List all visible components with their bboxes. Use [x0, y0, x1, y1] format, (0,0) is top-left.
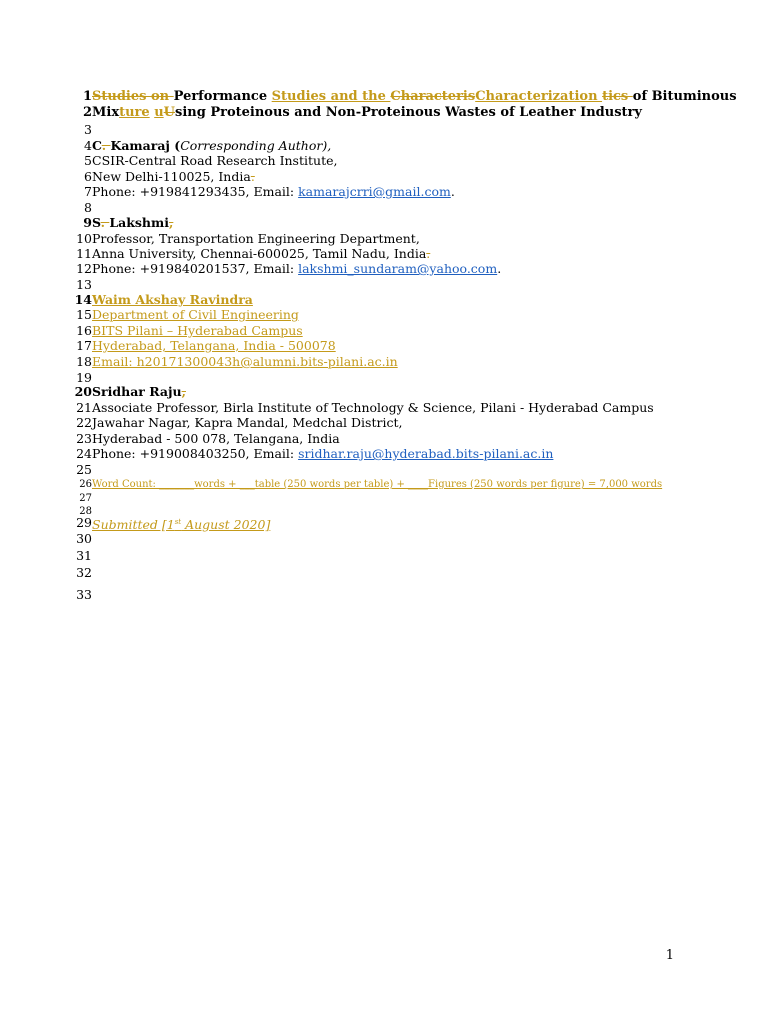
- line-number: 28: [79, 506, 92, 517]
- author-name: Kamaraj (: [110, 138, 181, 153]
- contact-text: Phone: +919008403250, Email:: [92, 446, 299, 461]
- page-number: 1: [665, 948, 674, 963]
- line-number: 27: [79, 493, 92, 504]
- title-text: Mix: [92, 105, 120, 120]
- inserted-text: Hyderabad, Telangana, India - 500078: [92, 338, 336, 353]
- contact-text: Phone: +919841293435, Email:: [92, 184, 299, 199]
- inserted-text: Characterization: [475, 89, 603, 104]
- line-number: 1: [82, 89, 92, 104]
- email-link[interactable]: lakshmi_sundaram@yahoo.com: [298, 261, 498, 276]
- contact-text: .: [450, 184, 455, 199]
- line-number: 11: [76, 246, 92, 261]
- line-number: 13: [76, 277, 92, 292]
- line-number: 29: [76, 515, 92, 530]
- line-number: 18: [76, 354, 92, 369]
- affiliation-text: Associate Professor, Birla Institute of Technology & Science, Pilani - Hyderabad Campus: [92, 400, 654, 415]
- inserted-text: Studies and the: [271, 89, 391, 104]
- address-text: Hyderabad - 500 078, Telangana, India: [92, 431, 340, 446]
- line-number: 23: [76, 431, 92, 446]
- title-text: Performance: [173, 89, 272, 104]
- line-number: 24: [76, 446, 92, 461]
- deleted-text: ,: [168, 215, 174, 230]
- author-name: Sridhar Raju: [92, 384, 182, 399]
- line-number: 17: [76, 338, 92, 353]
- line-number: 6: [84, 169, 92, 184]
- line-number: 25: [76, 462, 92, 477]
- inserted-text: Word Count: _______words + ___table (250 words per table) + ____Figures (250 words per figure) = 7,000 words: [92, 479, 663, 490]
- author-name: S: [92, 215, 101, 230]
- author-name: Lakshmi: [109, 215, 169, 230]
- author-name: C: [92, 138, 102, 153]
- line-number: 33: [76, 587, 92, 602]
- title-text: of Bituminous: [632, 89, 737, 104]
- line-number: 22: [76, 415, 92, 430]
- line-number: 7: [84, 184, 92, 199]
- affiliation-text: Professor, Transportation Engineering Department,: [92, 231, 420, 246]
- line-number: 12: [76, 261, 92, 276]
- deleted-text: .: [426, 246, 431, 261]
- line-number: 8: [84, 200, 92, 215]
- inserted-text: Email: h20171300043h@alumni.bits-pilani.ac.in: [92, 354, 398, 369]
- line-number: 32: [76, 565, 92, 580]
- address-text: New Delhi-110025, India: [92, 169, 251, 184]
- line-number: 9: [83, 215, 92, 230]
- inserted-text: u: [154, 105, 164, 120]
- line-number: 2: [82, 105, 92, 120]
- inserted-text: ture: [119, 105, 150, 120]
- address-text: Anna University, Chennai-600025, Tamil Nadu, India: [92, 246, 427, 261]
- line-number: 20: [74, 384, 92, 399]
- affiliation-text: CSIR-Central Road Research Institute,: [92, 153, 338, 168]
- inserted-text: Waim Akshay Ravindra: [92, 292, 253, 307]
- title-text: sing Proteinous and Non-Proteinous Wastes of Leather Industry: [175, 105, 642, 120]
- inserted-text: BITS Pilani – Hyderabad Campus: [92, 323, 303, 338]
- contact-text: Phone: +919840201537, Email:: [92, 261, 299, 276]
- deleted-text: Studies on: [92, 89, 174, 104]
- deleted-text: ,: [181, 384, 186, 399]
- deleted-text: .: [250, 169, 255, 184]
- contact-text: .: [497, 261, 502, 276]
- email-link[interactable]: kamarajcrri@gmail.com: [298, 184, 451, 199]
- inserted-text: August 2020]: [181, 517, 271, 533]
- deleted-text: Characteris: [390, 89, 476, 104]
- inserted-text: Submitted [1: [92, 517, 175, 533]
- line-number: 30: [76, 531, 92, 546]
- line-number: 14: [74, 292, 92, 307]
- line-number: 5: [84, 153, 92, 168]
- line-number: 4: [84, 138, 92, 153]
- line-number: 21: [76, 400, 92, 415]
- line-number: 19: [76, 370, 92, 385]
- deleted-text: U: [163, 105, 175, 120]
- address-text: Jawahar Nagar, Kapra Mandal, Medchal District,: [92, 415, 403, 430]
- author-role: Corresponding Author),: [180, 138, 332, 153]
- deleted-text: .: [101, 138, 111, 153]
- deleted-text: .: [100, 215, 110, 230]
- deleted-text: tics: [602, 89, 633, 104]
- line-number: 10: [76, 231, 92, 246]
- line-number: 26: [79, 479, 92, 490]
- line-number: 15: [76, 307, 92, 322]
- email-link[interactable]: sridhar.raju@hyderabad.bits-pilani.ac.in: [298, 446, 554, 461]
- superscript: st: [174, 518, 182, 526]
- line-number: 31: [76, 548, 92, 563]
- line-number: 16: [76, 323, 92, 338]
- line-number: 3: [84, 122, 92, 137]
- inserted-text: Department of Civil Engineering: [92, 307, 299, 322]
